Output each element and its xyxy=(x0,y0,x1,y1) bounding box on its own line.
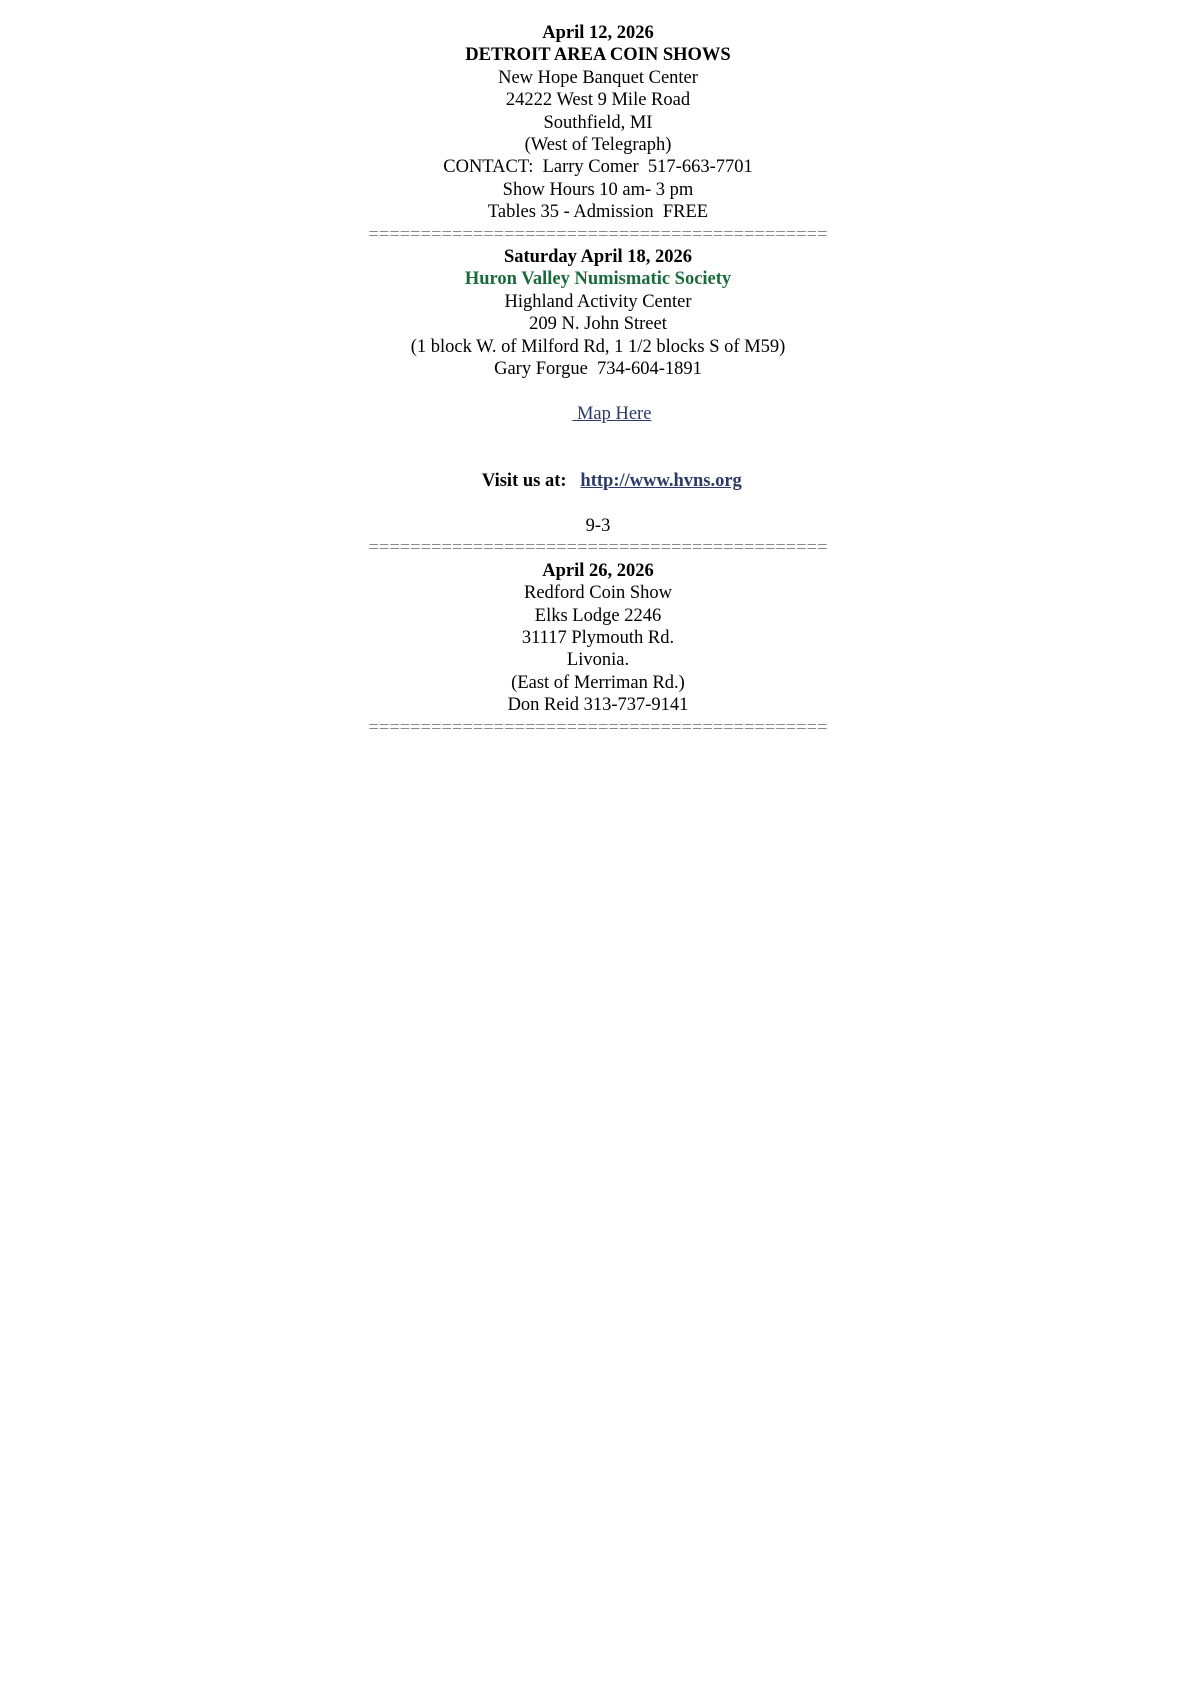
show-date: April 26, 2026 xyxy=(542,560,654,581)
coin-show-listing xyxy=(0,22,1196,739)
show-address: 24222 West 9 Mile Road xyxy=(505,90,691,111)
show-date: Saturday April 18, 2026 xyxy=(503,247,693,268)
show-venue: Highland Activity Center xyxy=(504,291,692,312)
show-directions: (West of Telegraph) xyxy=(524,135,672,156)
show-venue: New Hope Banquet Center xyxy=(498,67,698,88)
separator: ============================================ xyxy=(368,224,828,245)
show-city: Southfield, MI xyxy=(543,112,653,133)
show-hours: Show Hours 10 am- 3 pm xyxy=(502,179,694,200)
show-address: 209 N. John Street xyxy=(529,314,667,335)
separator: ============================================ xyxy=(368,717,828,738)
website-link[interactable]: http://www.hvns.org xyxy=(580,471,742,492)
show-venue: Elks Lodge 2246 xyxy=(534,605,662,626)
show-hours: 9-3 xyxy=(585,515,611,536)
show-directions: (1 block W. of Milford Rd, 1 1/2 blocks S of M59) xyxy=(410,336,786,357)
show-contact: Don Reid 313-737-9141 xyxy=(507,695,689,716)
show-city: Livonia. xyxy=(566,650,630,671)
show-title: DETROIT AREA COIN SHOWS xyxy=(465,45,731,66)
show-entry xyxy=(0,246,1196,560)
map-here-link[interactable]: Map Here xyxy=(572,403,652,424)
separator: ============================================ xyxy=(368,538,828,559)
show-date: April 12, 2026 xyxy=(542,23,654,43)
show-title: Redford Coin Show xyxy=(524,583,672,604)
show-contact: CONTACT: Larry Comer 517-663-7701 xyxy=(443,157,753,178)
show-address: 31117 Plymouth Rd. xyxy=(521,627,675,648)
show-tables: Tables 35 - Admission FREE xyxy=(487,202,709,223)
show-entry xyxy=(0,22,1196,246)
show-contact: Gary Forgue 734-604-1891 xyxy=(494,359,702,380)
visit-us-label: Visit us at: xyxy=(481,471,567,492)
show-directions: (East of Merriman Rd.) xyxy=(511,672,685,693)
show-organization: Huron Valley Numismatic Society xyxy=(464,269,732,290)
show-entry xyxy=(0,560,1196,739)
visit-us-line xyxy=(0,448,1196,515)
